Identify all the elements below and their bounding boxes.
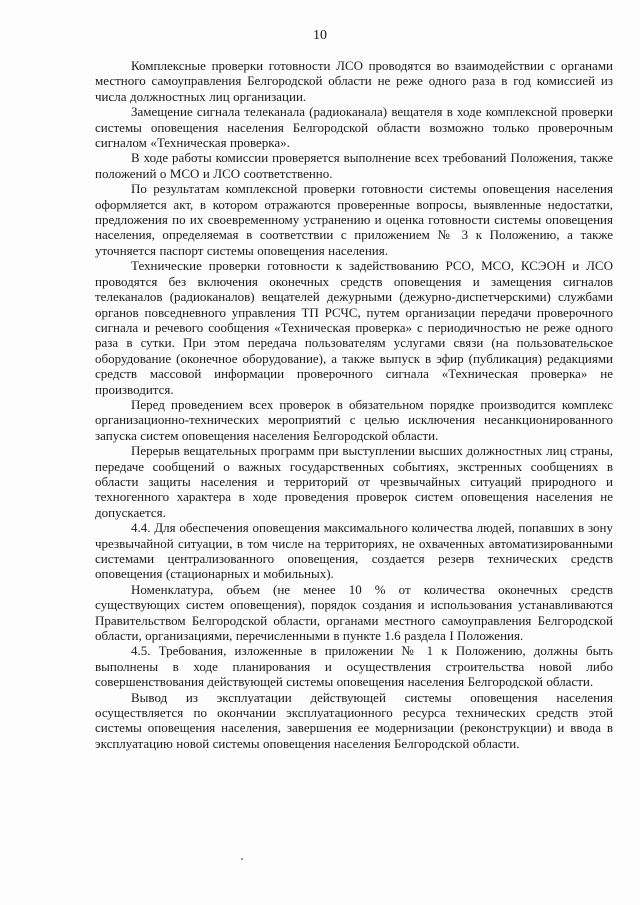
document-body [95,58,613,751]
paragraph-decommissioning: Вывод из эксплуатации действующей системы оповещения населения осуществляется по окончании эксплуатационного ресурса технических средств этой системы оповещения населения, завершения ее модернизации (реконструкции) и ввода в эксплуатацию новой системы оповещения населения Белгородской области. [95,689,613,751]
paragraph-section-4-4: 4.4. Для обеспечения оповещения максимального количества людей, попавших в зону чрезвычайной ситуации, в том числе на территориях, не охваченных автоматизированными системами централизованного оповещения, создается резерв технических средств оповещения (стационарных и мобильных). [95,520,613,582]
page-number: 10 [313,28,327,43]
paragraph-pre-check-measures: Перед проведением всех проверок в обязательном порядке производится комплекс организационно-технических мероприятий с целью исключения несанкционированного запуска систем оповещения населения Белгородской области. [95,396,613,443]
scan-speck [241,858,243,860]
paragraph-check-results: По результатам комплексной проверки готовности системы оповещения населения оформляется акт, в котором отражаются проверенные вопросы, выявленные недостатки, предложения по их своевременному устранению и оценка готовности системы оповещения населения, определяемая в соответствии с приложением № 3 к Положению, а также уточняется паспорт системы оповещения населения. [95,181,613,258]
paragraph-commission-work: В ходе работы комиссии проверяется выполнение всех требований Положения, также положений о МСО и ЛСО соответственно. [95,150,613,181]
paragraph-broadcast-interruption: Перерыв вещательных программ при выступлении высших должностных лиц страны, передаче сообщений о важных государственных событиях, экстренных сообщениях в области защиты населения и территорий от чрезвычайных ситуаций природного и техногенного характера в ходе проведения проверок систем оповещения населения не допускается. [95,443,613,520]
paragraph-complex-checks: Комплексные проверки готовности ЛСО проводятся во взаимодействии с органами местного самоуправления Белгородской области не реже одного раза в год комиссией из числа должностных лиц организации. [95,58,613,104]
paragraph-signal-replacement: Замещение сигнала телеканала (радиоканала) вещателя в ходе комплексной проверки системы оповещения населения Белгородской области возможно только проверочным сигналом «Техническая проверка». [95,104,613,151]
paragraph-technical-checks: Технические проверки готовности к задействованию РСО, МСО, КСЭОН и ЛСО проводятся без включения оконечных средств оповещения и замещения сигналов телеканалов (радиоканалов) вещателей дежурными (дежурно-диспетчерскими) службами органов повседневного управления ТП РСЧС, путем организации передачи проверочного сигнала и речевого сообщения «Техническая проверка» с периодичностью не реже одного раза в сутки. При этом передача пользователям услугами связи (на пользовательское оборудование (оконечное оборудование), а также выпуск в эфир (публикация) редакциями средств массовой информации проверочного сигнала «Техническая проверка» не производится. [95,258,613,397]
paragraph-nomenclature: Номенклатура, объем (не менее 10 % от количества оконечных средств существующих систем оповещения), порядок создания и использования устанавливаются Правительством Белгородской области, органами местного самоуправления Белгородской области, организациями, перечисленными в пункте 1.6 раздела I Положения. [95,581,613,644]
paragraph-section-4-5: 4.5. Требования, изложенные в приложении № 1 к Положению, должны быть выполнены в ходе планирования и осуществления строительства новой либо совершенствования действующей системы оповещения населения Белгородской области. [95,643,613,690]
